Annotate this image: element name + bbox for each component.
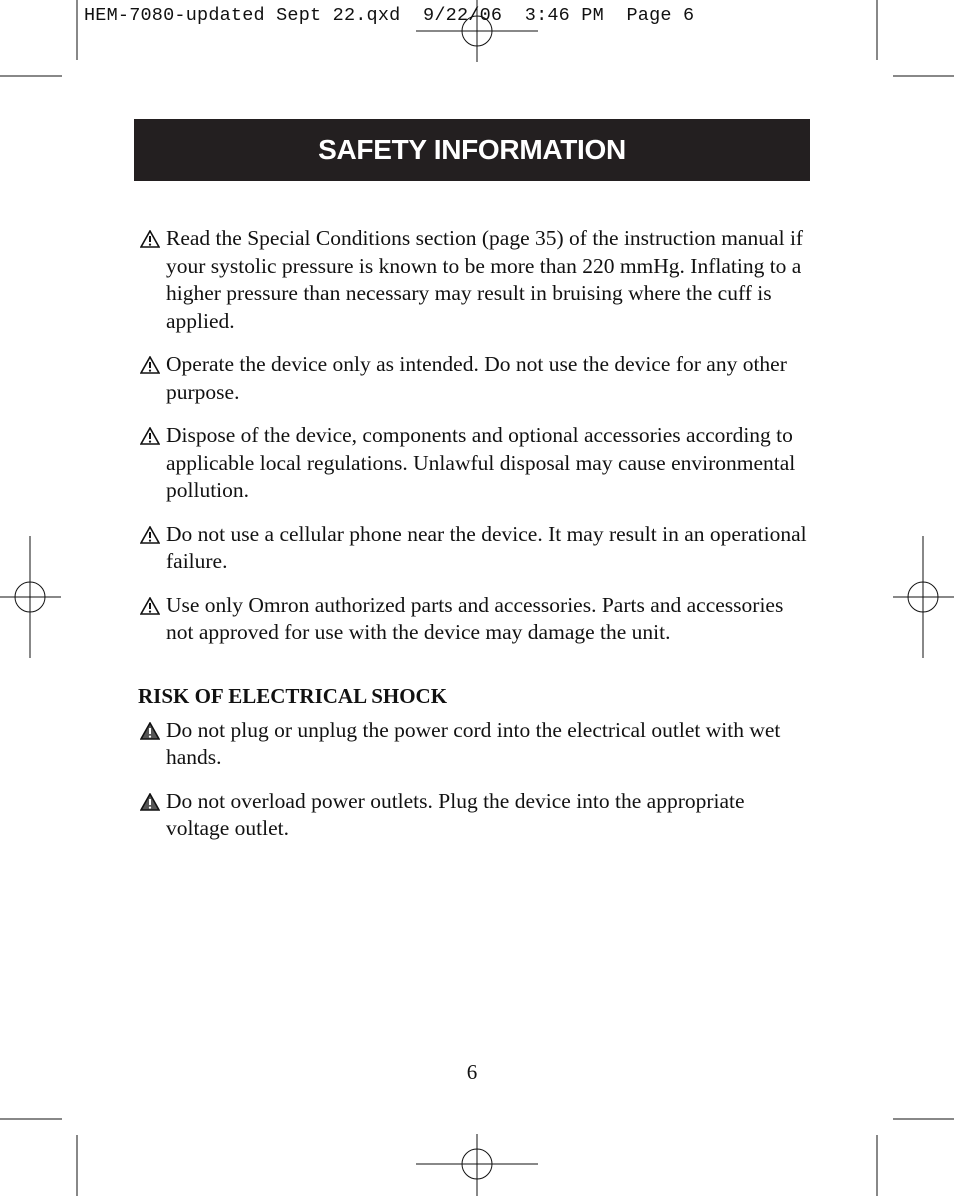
page-title: SAFETY INFORMATION bbox=[318, 134, 626, 165]
warning-triangle-icon bbox=[140, 526, 160, 544]
safety-item-text: Read the Special Conditions section (page 35) of the instruction manual if your systolic pressure is known to be more than 220 mmHg. Inflating to a higher pressure than necessary may result in bruising where the cuff is applied. bbox=[166, 226, 804, 333]
safety-content bbox=[138, 225, 810, 859]
safety-item-text: Dispose of the device, components and optional accessories according to applicable local regulations. Unlawful disposal may cause environmental pollution. bbox=[166, 423, 796, 502]
warning-triangle-filled-icon bbox=[140, 722, 160, 740]
safety-item bbox=[138, 225, 810, 335]
warning-triangle-icon bbox=[140, 597, 160, 615]
danger-item bbox=[138, 788, 810, 843]
warning-triangle-filled-icon bbox=[140, 793, 160, 811]
danger-item bbox=[138, 717, 810, 772]
section-banner bbox=[134, 119, 810, 181]
danger-item-text: Do not overload power outlets. Plug the device into the appropriate voltage outlet. bbox=[166, 788, 745, 840]
safety-item-text: Use only Omron authorized parts and accessories. Parts and accessories not approved for use with the device may damage the unit. bbox=[166, 592, 784, 644]
warning-triangle-icon bbox=[140, 356, 160, 374]
page-number: 6 bbox=[466, 1060, 478, 1084]
safety-item bbox=[138, 351, 810, 406]
section-heading-electrical: RISK OF ELECTRICAL SHOCK bbox=[138, 683, 448, 708]
safety-item-text: Do not use a cellular phone near the device. It may result in an operational failure. bbox=[166, 521, 807, 573]
warning-triangle-icon bbox=[140, 427, 160, 445]
safety-item bbox=[138, 422, 810, 505]
safety-item bbox=[138, 521, 810, 576]
safety-item-text: Operate the device only as intended. Do not use the device for any other purpose. bbox=[166, 352, 787, 404]
danger-item-text: Do not plug or unplug the power cord into the electrical outlet with wet hands. bbox=[166, 717, 781, 769]
warning-triangle-icon bbox=[140, 230, 160, 248]
print-slug-line: HEM-7080-updated Sept 22.qxd 9/22/06 3:46 PM Page 6 bbox=[84, 5, 695, 26]
safety-item bbox=[138, 592, 810, 647]
